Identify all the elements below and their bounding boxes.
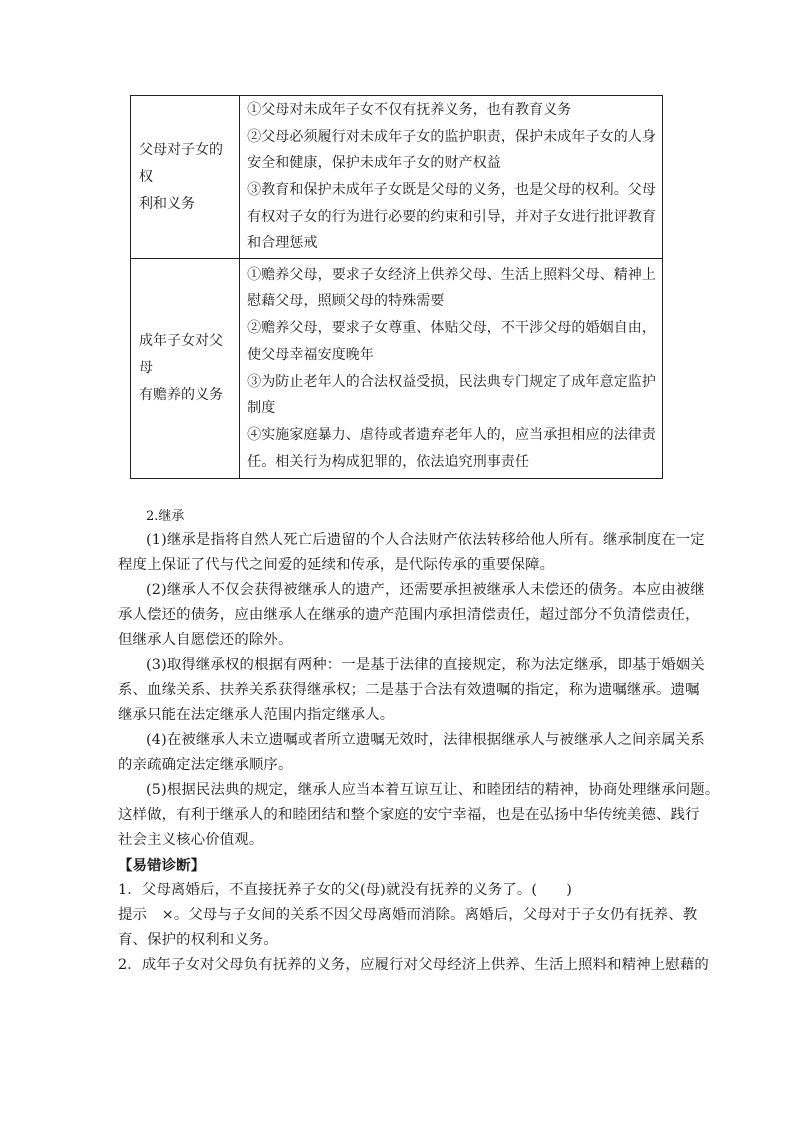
paragraph-line: (1)继承是指将自然人死亡后遗留的个人合法财产依法转移给他人所有。继承制度在一定 xyxy=(146,532,705,548)
content-line: 制度 xyxy=(247,400,276,417)
table-row xyxy=(131,259,663,479)
paragraph-line: 的亲疏确定法定继承顺序。 xyxy=(118,757,293,773)
content-line: 和合理惩戒 xyxy=(247,235,318,252)
answer-line: 提示 ×。父母与子女间的关系不因父母离婚而消除。离婚后，父母对于子女仍有抚养、教 xyxy=(118,907,698,923)
paragraph-line: 社会主义核心价值观。 xyxy=(118,832,264,848)
content-line: 任。相关行为构成犯罪的，依法追究刑事责任 xyxy=(247,453,530,470)
content-line: 慰藉父母，照顾父母的特殊需要 xyxy=(247,293,445,310)
question-line: 2．成年子女对父母负有抚养的义务，应履行对父母经济上供养、生活上照料和精神上慰藉的 xyxy=(118,957,709,973)
row-heading xyxy=(131,96,240,259)
row-content xyxy=(240,96,663,259)
diagnosis-heading: 【易错诊断】 xyxy=(118,857,206,874)
row-heading-line: 有赡养的义务 xyxy=(139,387,223,403)
paragraph-line: 这样做，有利于继承人的和睦团结和整个家庭的安宁幸福，也是在弘扬中华传统美德、践行 xyxy=(118,807,700,823)
content-line: ②父母必须履行对未成年子女的监护职责，保护未成年子女的人身 xyxy=(247,128,656,145)
paragraph-line: (2)继承人不仅会获得被继承人的遗产，还需要承担被继承人未偿还的债务。本应由被继 xyxy=(146,582,705,598)
answer-line: 育、保护的权利和义务。 xyxy=(118,932,278,948)
row-heading xyxy=(131,259,240,479)
paragraph-line: (4)在被继承人未立遗嘱或者所立遗嘱无效时，法律根据继承人与被继承人之间亲属关系 xyxy=(146,732,705,748)
paragraph-line: (3)取得继承权的根据有两种：一是基于法律的直接规定，称为法定继承，即基于婚姻关 xyxy=(146,657,705,673)
paragraph-line: 程度上保证了代与代之间爱的延续和传承，是代际传承的重要保障。 xyxy=(118,557,555,573)
row-content xyxy=(240,259,663,479)
table-row xyxy=(131,96,663,259)
paragraph-line: 系、血缘关系、扶养关系获得继承权；二是基于合法有效遗嘱的指定，称为遗嘱继承。遗嘱 xyxy=(118,682,700,698)
content-line: 有权对子女的行为进行必要的约束和引导，并对子女进行批评教育 xyxy=(247,208,656,225)
content-line: ②赡养父母，要求子女尊重、体贴父母，不干涉父母的婚姻自由， xyxy=(247,320,656,337)
paragraph-line: 继承只能在法定继承人范围内指定继承人。 xyxy=(118,707,395,723)
content-line: ①赡养父母，要求子女经济上供养父母、生活上照料父母、精神上 xyxy=(247,266,656,283)
paragraph-line: 承人偿还的债务，应由继承人在继承的遗产范围内承担清偿责任，超过部分不负清偿责任， xyxy=(118,607,700,623)
content-line: 安全和健康，保护未成年子女的财产权益 xyxy=(247,155,501,172)
rights-obligations-table xyxy=(130,95,663,479)
question-line: 1．父母离婚后，不直接抚养子女的父(母)就没有抚养的义务了。( ) xyxy=(118,882,573,898)
content-line: ③为防止老年人的合法权益受损，民法典专门规定了成年意定监护 xyxy=(247,373,656,390)
row-heading-line: 父母对子女的权 xyxy=(139,141,223,185)
row-heading-line: 成年子女对父母 xyxy=(139,333,223,376)
content-line: 使父母幸福安度晚年 xyxy=(247,346,374,363)
section-heading: 2.继承 xyxy=(146,509,185,524)
content-line: ④实施家庭暴力、虐待或者遗弃老年人的，应当承担相应的法律责 xyxy=(247,426,656,443)
row-heading-line: 利和义务 xyxy=(139,195,195,212)
paragraph-line: (5)根据民法典的规定，继承人应当本着互谅互让、和睦团结的精神，协商处理继承问题。 xyxy=(146,782,720,798)
content-line: ③教育和保护未成年子女既是父母的义务，也是父母的权利。父母 xyxy=(247,182,656,198)
paragraph-line: 但继承人自愿偿还的除外。 xyxy=(118,632,293,648)
content-line: ①父母对未成年子女不仅有抚养义务，也有教育义务 xyxy=(247,101,572,118)
inheritance-paragraphs xyxy=(118,528,720,978)
